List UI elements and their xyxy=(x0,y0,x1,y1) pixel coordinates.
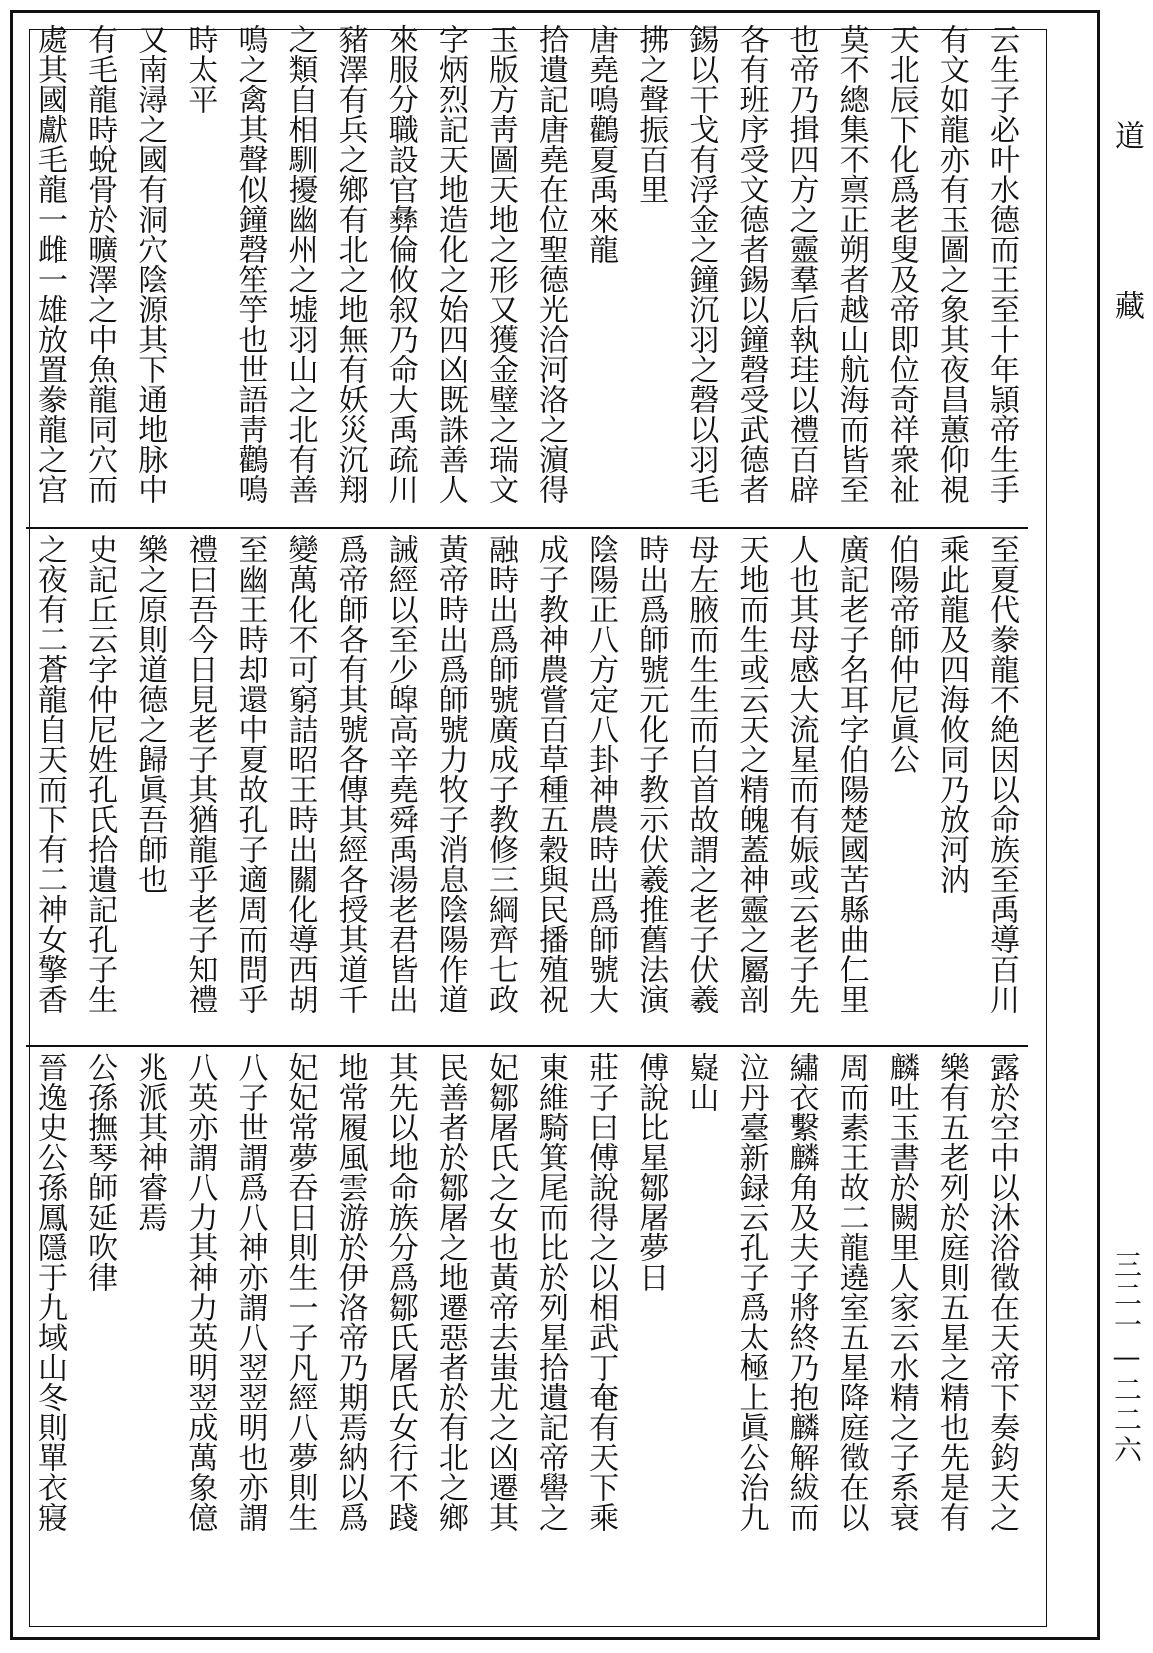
text-column: 玉版方靑圖天地之形又獲金璧之瑞文 xyxy=(482,24,518,504)
text-column: 融時出爲師號廣成子教修三綱齊七政 xyxy=(482,534,518,1014)
text-column: 唐堯鳴鸛夏禹來龍 xyxy=(583,24,619,264)
text-column: 時出爲師號元化子教示伏羲推舊法演 xyxy=(633,534,669,1014)
text-column: 民善者於鄒屠之地遷惡者於有北之鄉 xyxy=(432,1052,468,1532)
text-column: 其先以地命族分爲鄒氏屠氏女行不踐 xyxy=(382,1052,418,1532)
text-column: 樂之原則道德之歸眞吾師也 xyxy=(132,534,168,894)
text-column: 處其國獻毛龍一雌一雄放置豢龍之宫 xyxy=(32,24,68,504)
text-column: 東維騎箕尾而比於列星拾遺記帝嚳之 xyxy=(533,1052,569,1532)
text-column: 妃鄒屠氏之女也黃帝去蚩尤之凶遷其 xyxy=(482,1052,518,1532)
page-number: 三二一—二二六 xyxy=(1110,1250,1143,1465)
text-column: 至幽王時却還中夏故孔子適周而問乎 xyxy=(232,534,268,1014)
text-column: 史記丘云字仲尼姓孔氏拾遺記孔子生 xyxy=(82,534,118,1014)
text-column: 人也其母感大流星而有娠或云老子先 xyxy=(783,534,819,1014)
text-column: 至夏代豢龍不絶因以命族至禹導百川 xyxy=(983,534,1019,1014)
text-column: 錫以干戈有浮金之鐘沉羽之磬以羽毛 xyxy=(683,24,719,504)
text-column: 豬澤有兵之鄉有北之地無有妖災沉翔 xyxy=(332,24,368,504)
text-column: 來服分職設官彝倫攸叙乃命大禹疏川 xyxy=(382,24,418,504)
text-column: 妃妃常夢吞日則生一子凡經八夢則生 xyxy=(282,1052,318,1532)
text-column: 晉逸史公孫鳳隱于九域山冬則單衣寢 xyxy=(32,1052,68,1532)
text-column: 乘此龍及四海攸同乃放河汭 xyxy=(933,534,969,894)
text-column: 禮曰吾今日見老子其猶龍乎老子知禮 xyxy=(182,534,218,1014)
text-column: 公孫撫琴師延吹律 xyxy=(82,1052,118,1292)
text-column: 陰陽正八方定八卦神農時出爲師號大 xyxy=(583,534,619,1014)
text-column: 地常履風雲游於伊洛帝乃期焉納以爲 xyxy=(332,1052,368,1532)
text-column: 拾遺記唐堯在位聖德光洽河洛之濵得 xyxy=(533,24,569,504)
text-column: 母左腋而生生而白首故謂之老子伏羲 xyxy=(683,534,719,1014)
text-column: 鳴之禽其聲似鐘磬笙竽也世語靑鸛鳴 xyxy=(232,24,268,504)
text-column: 天地而生或云天之精魄蓋神靈之屬剖 xyxy=(733,534,769,1014)
text-column: 周而素王故二龍遶室五星降庭徵在以 xyxy=(833,1052,869,1532)
text-column: 各有班序受文德者錫以鐘磬受武德者 xyxy=(733,24,769,504)
text-column: 莫不總集不禀正朔者越山航海而皆至 xyxy=(833,24,869,504)
text-column: 黃帝時出爲師號力牧子消息陰陽作道 xyxy=(432,534,468,1014)
text-column: 泣丹臺新録云孔子爲太極上眞公治九 xyxy=(733,1052,769,1532)
collection-label: 道藏 xyxy=(1109,120,1144,460)
text-column: 有毛龍時蛻骨於曠澤之中魚龍同穴而 xyxy=(82,24,118,504)
text-column: 莊子曰傅說得之以相武丁奄有天下乘 xyxy=(583,1052,619,1532)
text-column: 傅說比星鄒屠夢日 xyxy=(633,1052,669,1292)
text-column: 廣記老子名耳字伯陽楚國苦縣曲仁里 xyxy=(833,534,869,1014)
text-column: 成子教神農嘗百草種五穀與民播殖祝 xyxy=(533,534,569,1014)
text-column: 又南潯之國有洞穴陰源其下通地脉中 xyxy=(132,24,168,504)
text-column: 兆派其神睿焉 xyxy=(132,1052,168,1232)
text-column: 伯陽帝師仲尼眞公 xyxy=(883,534,919,774)
text-column: 云生子必叶水德而王至十年頴帝生手 xyxy=(983,24,1019,504)
text-column: 天北辰下化爲老叟及帝即位奇祥衆祉 xyxy=(883,24,919,504)
text-panel-middle xyxy=(18,528,1032,1043)
text-column: 爲帝師各有其號各傳其經各授其道千 xyxy=(332,534,368,1014)
text-column: 八子世謂爲八神亦謂八翌翌明也亦謂 xyxy=(232,1052,268,1532)
text-panel-bottom xyxy=(18,1046,1032,1634)
text-column: 麟吐玉書於闕里人家云水精之子系衰 xyxy=(883,1052,919,1532)
text-column: 誡經以至少皡高辛堯舜禹湯老君皆出 xyxy=(382,534,418,1014)
text-column: 八英亦謂八力其神力英明翌成萬象億 xyxy=(182,1052,218,1532)
text-column: 有文如龍亦有玉圖之象其夜昌蕙仰視 xyxy=(933,24,969,504)
text-column: 嶷山 xyxy=(683,1052,719,1112)
text-panel-top xyxy=(18,18,1032,525)
text-column: 時太平 xyxy=(182,24,218,114)
text-column: 變萬化不可窮詰昭王時出關化導西胡 xyxy=(282,534,318,1014)
text-column: 也帝乃揖四方之靈羣后執珪以禮百辟 xyxy=(783,24,819,504)
text-column: 繡衣繫麟角及夫子將終乃抱麟解紱而 xyxy=(783,1052,819,1532)
text-column: 露於空中以沐浴徵在天帝下奏鈞天之 xyxy=(983,1052,1019,1532)
text-column: 之夜有二蒼龍自天而下有二神女擎香 xyxy=(32,534,68,1014)
text-column: 字炳烈記天地造化之始四凶既誅善人 xyxy=(432,24,468,504)
text-column: 樂有五老列於庭則五星之精也先是有 xyxy=(933,1052,969,1532)
text-column: 拂之聲振百里 xyxy=(633,24,669,204)
text-column: 之類自相馴擾幽州之墟羽山之北有善 xyxy=(282,24,318,504)
